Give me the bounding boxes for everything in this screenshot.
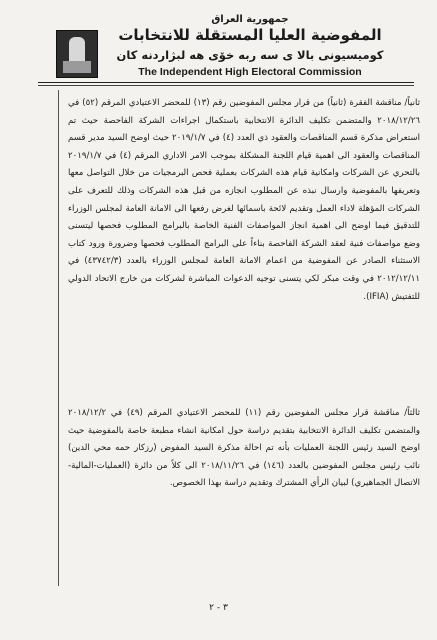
paragraph-third-item — [68, 405, 420, 493]
commission-name-arabic: المفوضية العليا المستقلة للانتخابات — [118, 26, 382, 44]
header-divider — [38, 82, 414, 83]
republic-title: جمهورية العراق — [211, 14, 289, 25]
commission-name-kurdish: كومیسیونی بالا ی سه ربه خۆی هه لبژاردنه كان — [116, 48, 384, 62]
page-number: ٣ - ٢ — [209, 603, 228, 613]
paragraph-text: ثالثاً/ مناقشة قرار مجلس المفوضين رقم (١١) للمحضر الاعتيادي المرقم (٤٩) في ٢٠١٨/١٢/٢ والمتضمن تكليف الدائرة الانتخابية بتقديم دراسة حول امكانية انشاء مطبعة خاصة بالمفوضية حيث اوضح السيد رئيس اللجنة العمليات بأنه تم احالة مذكرة السيد المفوض (رزكار حمه محي الدين) نائب رئيس مجلس المفوضين بالعدد (١٤٦) في ٢٠١٨/١١/٢٦ الى كلاً من دائرة (العمليات-المالية-الاتصال الجماهيري) لبيان الرأي المشترك وتقديم دراسة بهذا الخصوص. — [68, 408, 421, 489]
paragraph-second-item — [68, 95, 420, 306]
commission-name-english: The Independent High Electoral Commission — [138, 66, 362, 78]
header-divider-thin — [38, 85, 414, 86]
margin-line — [58, 90, 59, 586]
paragraph-text: ثانياً/ مناقشة الفقرة (ثانياً) من قرار مجلس المفوضين رقم (١٣) للمحضر الاعتيادي المرقم (٥٢) في ٢٠١٨/١٢/٢٦ والمتضمن تكليف الدائرة الانتخابية باستكمال اجراءات الشركة الفاحصة حيث تم استعراض مذكرة قسم المناقصات والعقود ذي العدد (٤) في ٢٠١٩/١/٧ حيث اوضح السيد مدير قسم المناقصات والعقود الى اهمية قيام اللجنة المشكلة بموجب الامر الاداري المرقم (٤) في ٢٠١٩/١/٧ بالتحري عن الشركات وامكانية قيام هذه الشركات بعملية فحص البرمجيات من خلال التواصل معها وتعريفها بالمفوضية وارسال نبذه عن المطلوب انجازه من قبل هذه الشركات وذلك للتعرف على الشركات المؤهلة لاداء العمل وتقديم لائحة باسمائها لغرض رفعها الى الامانة العامة لمجلس الوزراء للتدقيق فيما اوضح الى اهمية انجاز المواصفات الفنية الخاصة بالبرامج المطلوب فحصها ليتسنى وضع مواصفات فنية لعقد الشركة الفاحصة بناءاً على البرامج المطلوب فحصها وضرورة ورود كتاب الاستثناء الصادر عن المفوضية من اعمام الامانة العامة لمجلس الوزراء بالعدد (٤٣٧٤٢/٣) في ٢٠١٢/١٢/١١ في وقت مبكر لكي يتسنى توجيه الدعوات المباشرة لشركات من خارج الاتحاد الدولي للتفتيش (IFIA). — [68, 98, 421, 302]
